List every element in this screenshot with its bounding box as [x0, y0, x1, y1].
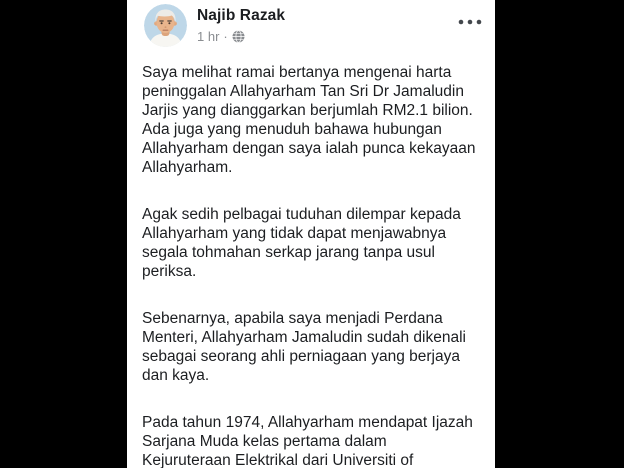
timestamp: 1 hr — [197, 29, 220, 44]
post-body — [142, 63, 476, 468]
profile-photo-icon — [144, 4, 187, 47]
post-paragraph: Pada tahun 1974, Allahyarham mendapat Ijazah Sarjana Muda kelas pertama dalam Kejuruteraan Elektrikal dari Universiti of — [142, 414, 473, 468]
avatar[interactable] — [144, 4, 187, 47]
ellipsis-icon — [458, 19, 482, 25]
post-paragraph: Agak sedih pelbagai tuduhan dilempar kepada Allahyarham yang tidak dapat menjawabnya segala tohmahan serkap jarang tanpa usul periksa. — [142, 206, 461, 280]
globe-icon — [232, 30, 245, 43]
post-meta[interactable] — [197, 29, 245, 44]
more-options-button[interactable] — [456, 14, 482, 30]
facebook-post-card — [127, 0, 495, 468]
post-paragraph: Saya melihat ramai bertanya mengenai harta peninggalan Allahyarham Tan Sri Dr Jamaludin Jarjis yang dianggarkan berjumlah RM2.1 bilion. Ada juga yang menuduh bahawa hubungan Allahyarham dengan saya ialah punca kekayaan Allahyarham. — [142, 64, 476, 176]
post-paragraph: Sebenarnya, apabila saya menjadi Perdana Menteri, Allahyarham Jamaludin sudah dikenali sebagai seorang ahli perniagaan yang berjaya dan kaya. — [142, 310, 466, 384]
meta-separator: · — [223, 29, 228, 44]
author-name[interactable]: Najib Razak — [197, 7, 286, 24]
post-header — [127, 0, 495, 47]
